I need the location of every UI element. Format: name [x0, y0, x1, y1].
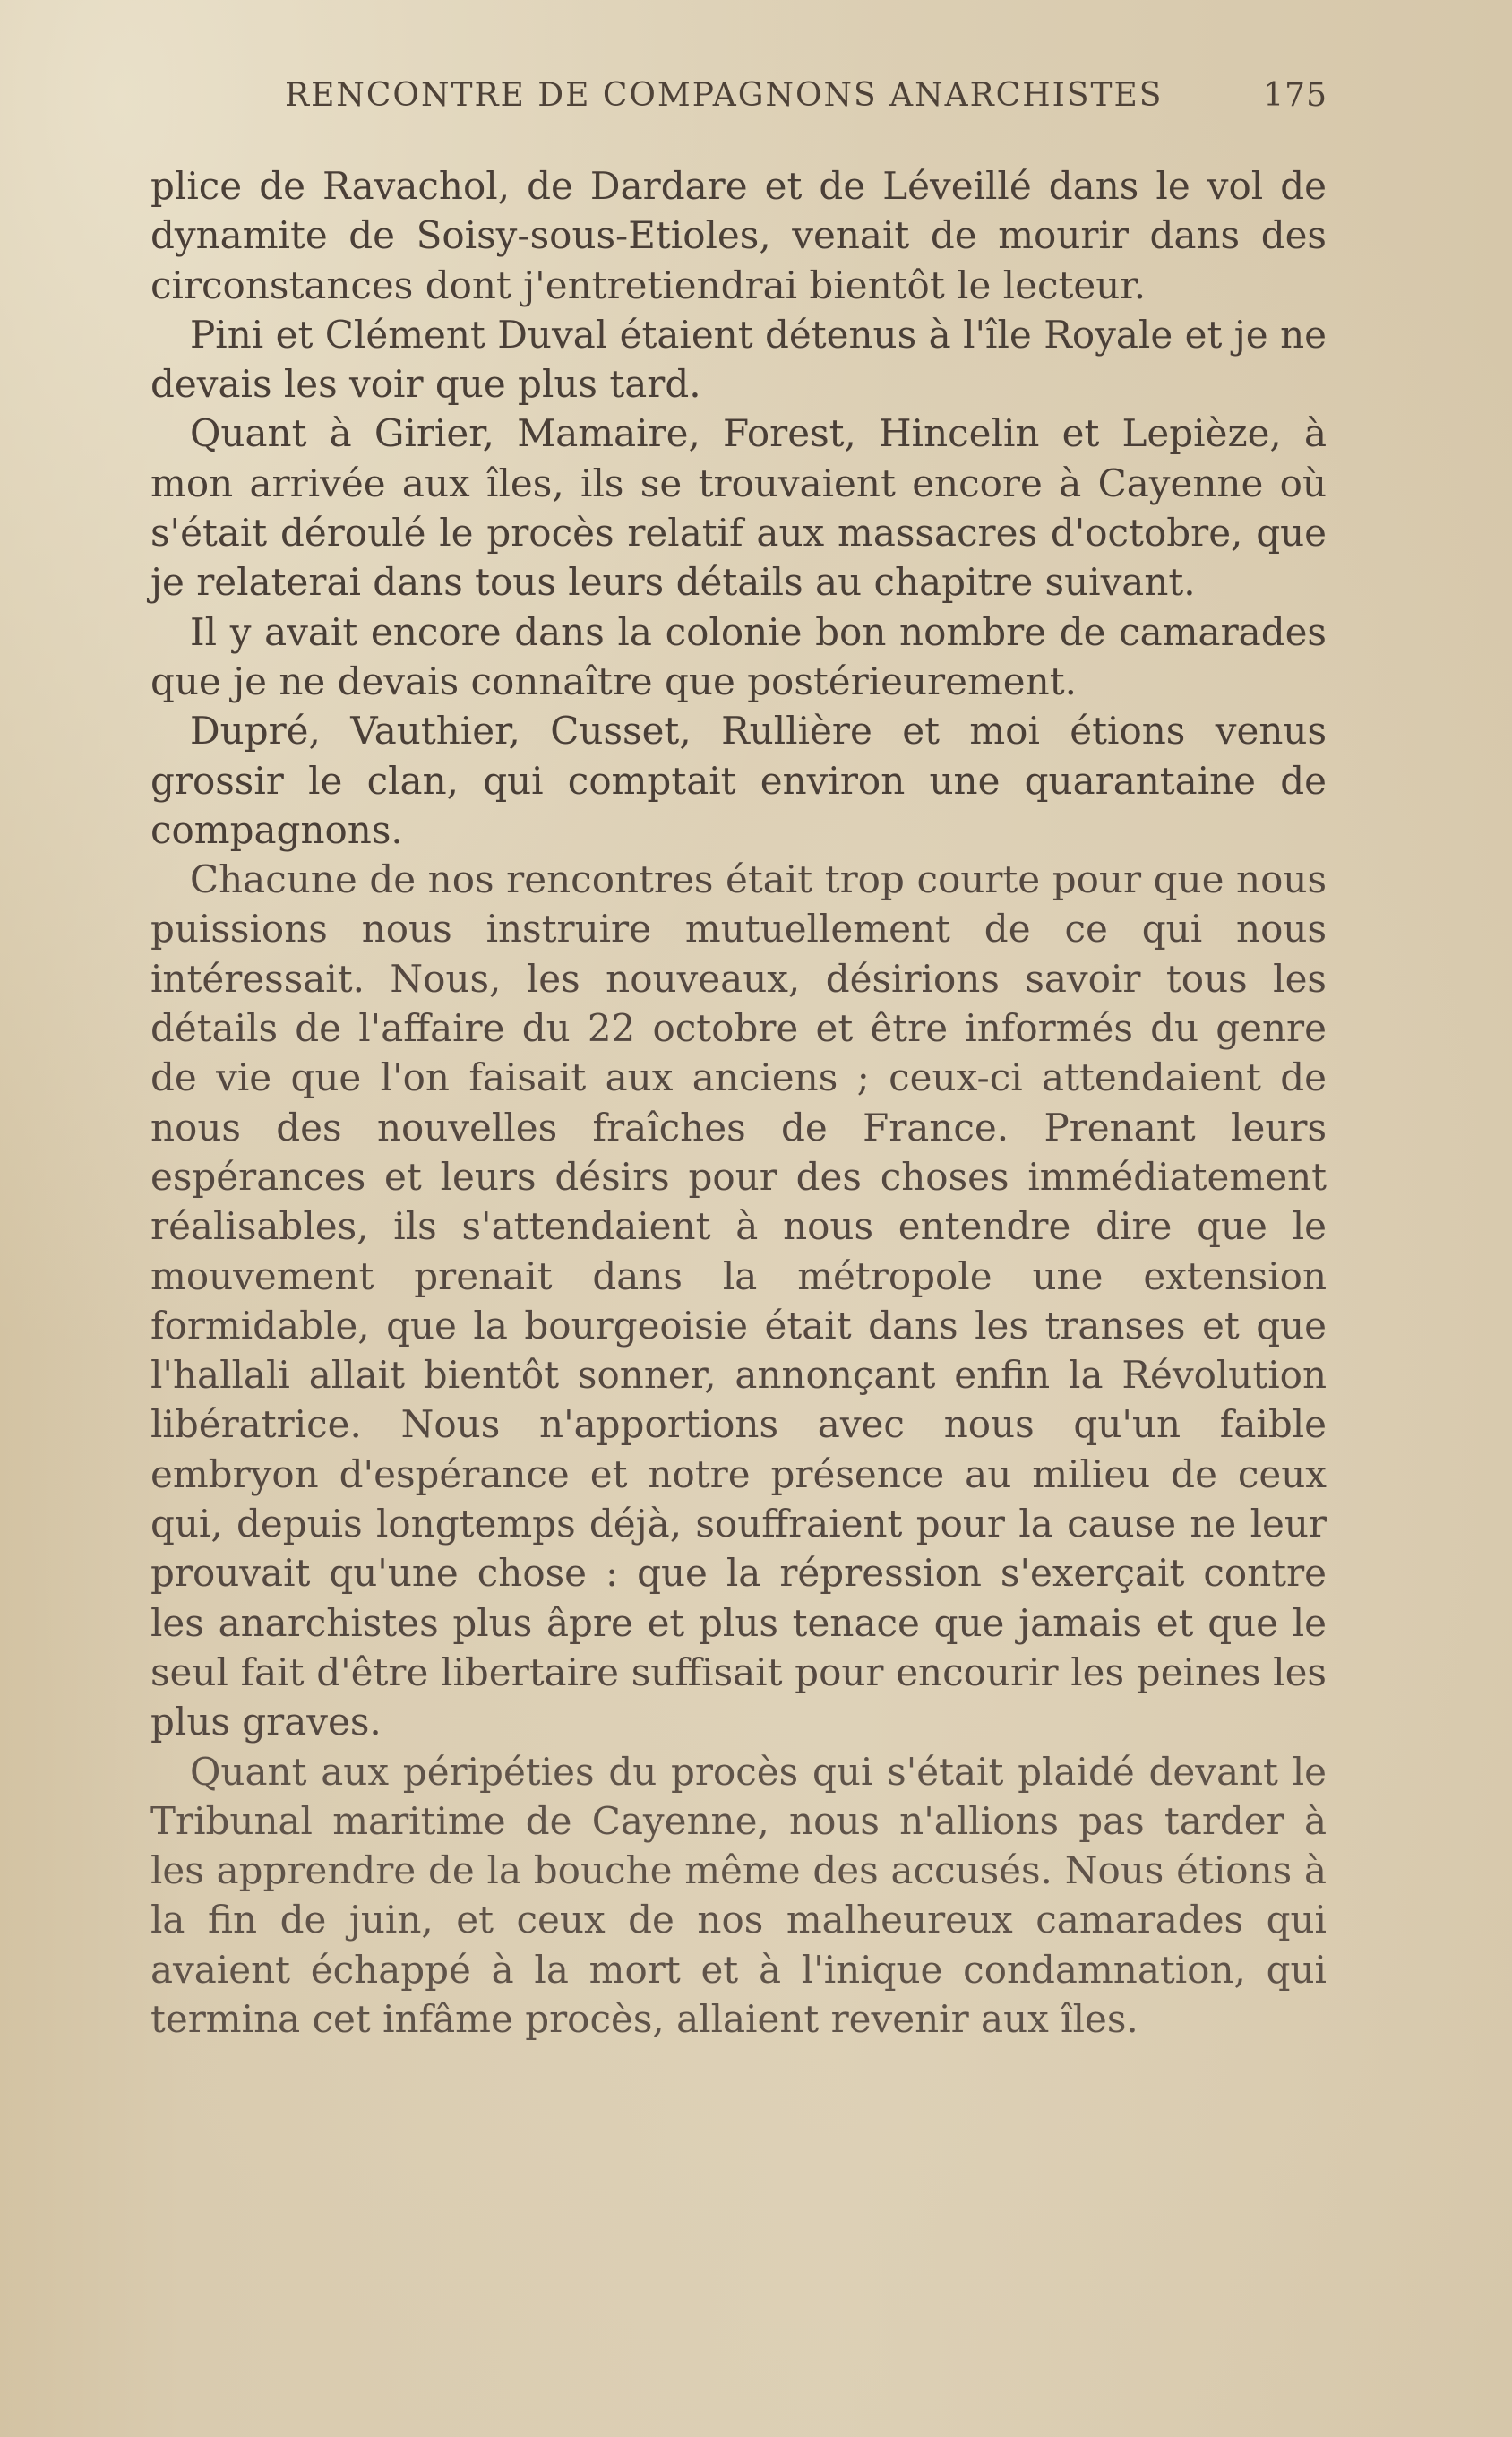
page-number: 175 — [1263, 77, 1327, 114]
running-title: RENCONTRE DE COMPAGNONS ANARCHISTES — [285, 77, 1164, 114]
page-header — [285, 77, 1327, 122]
paragraph: Quant à Girier, Mamaire, Forest, Hincelin et Lepièze, à mon arrivée aux îles, ils se trouvaient encore à Cayenne où s'était déroulé le procès relatif aux massacres d'octobre, que je relaterai dans tous leurs détails au chapitre suivant. — [150, 411, 1327, 605]
paragraph: plice de Ravachol, de Dardare et de Léveillé dans le vol de dynamite de Soisy-sous-Etioles, venait de mourir dans des circonstances dont j'entretiendrai bientôt le lecteur. — [150, 164, 1327, 307]
paragraph: Pini et Clément Duval étaient détenus à l'île Royale et je ne devais les voir que plus tard. — [150, 312, 1327, 407]
paragraph: Quant aux péripéties du procès qui s'était plaidé devant le Tribunal maritime de Cayenne, nous n'allions pas tarder à les apprendre de la bouche même des accusés. Nous étions à la fin de juin, et ceux de nos malheureux camarades qui avaient échappé à la mort et à l'inique condamnation, qui termina cet infâme procès, allaient revenir aux îles. — [150, 1749, 1327, 2041]
paragraph: Chacune de nos rencontres était trop courte pour que nous puissions nous instruire mutuellement de ce qui nous intéressait. Nous, les nouveaux, désirions savoir tous les détails de l'affaire du 22 octobre et être informés du genre de vie que l'on faisait aux anciens ; ceux-ci attendaient de nous des nouvelles fraîches de France. Prenant leurs espérances et leurs désirs pour des choses immédiatement réalisables, ils s'attendaient à nous entendre dire que le mouvement prenait dans la métropole une extension formidable, que la bourgeoisie était dans les transes et que l'hallali allait bientôt sonner, annonçant enfin la Révolution libératrice. Nous n'apportions avec nous qu'un faible embryon d'espérance et notre présence au milieu de ceux qui, depuis longtemps déjà, souffraient pour la cause ne leur prouvait qu'une chose : que la répression s'exerçait contre les anarchistes plus âpre et plus tenace que jamais et que le seul fait d'être libertaire suffisait pour encourir les peines les plus graves. — [150, 857, 1327, 1744]
paragraph: Il y avait encore dans la colonie bon nombre de camarades que je ne devais connaître que postérieurement. — [150, 609, 1327, 703]
body-text — [150, 161, 1327, 2044]
paragraph: Dupré, Vauthier, Cusset, Rullière et moi étions venus grossir le clan, qui comptait environ une quarantaine de compagnons. — [150, 709, 1327, 852]
